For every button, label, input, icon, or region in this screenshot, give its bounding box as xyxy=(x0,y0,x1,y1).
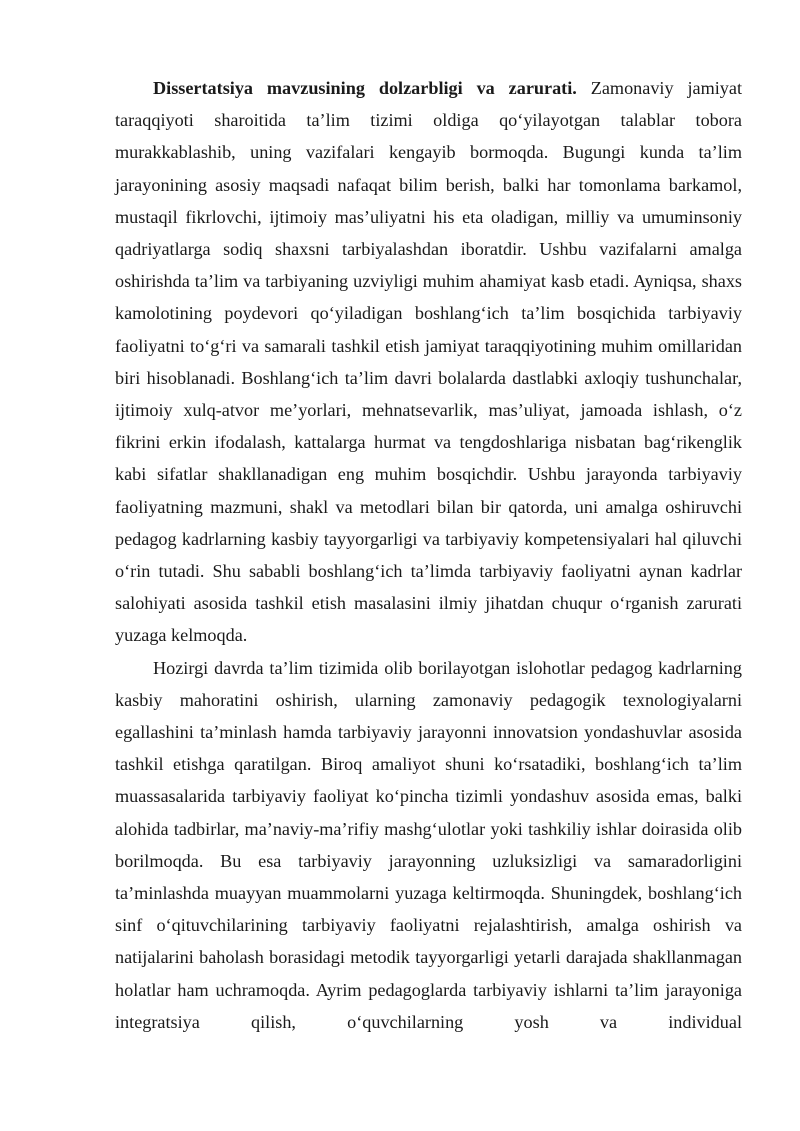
paragraph-text: Zamonaviy jamiyat taraqqiyoti sharoitida ta’lim tizimi oldiga qo‘yilayotgan talablar tobora murakkablashib, uning vazifalari kengayib bormoqda. Bugungi kunda ta’lim jarayonining asosiy maqsadi nafaqat bilim berish, balki har tomonlama barkamol, mustaqil fikrlovchi, ijtimoiy mas’uliyatni his eta oladigan, milliy va umuminsoniy qadriyatlarga sodiq shaxsni tarbiyalashdan iboratdir. Ushbu vazifalarni amalga oshirishda ta’lim va tarbiyaning uzviyligi muhim ahamiyat kasb etadi. Ayniqsa, shaxs kamolotining poydevori qo‘yiladigan boshlang‘ich ta’lim bosqichida tarbiyaviy faoliyatni to‘g‘ri va samarali tashkil etish jamiyat taraqqiyotining muhim omillaridan biri hisoblanadi. Boshlang‘ich ta’lim davri bolalarda dastlabki axloqiy tushunchalar, ijtimoiy xulq-atvor me’yorlari, mehnatsevarlik, mas’uliyat, jamoada ishlash, o‘z fikrini erkin ifodalash, kattalarga hurmat va tengdoshlariga nisbatan bag‘rikenglik kabi sifatlar shakllanadigan eng muhim bosqichdir. Ushbu jarayonda tarbiyaviy faoliyatning mazmuni, shakl va metodlari bilan bir qatorda, uni amalga oshiruvchi pedagog kadrlarning kasbiy tayyorgarligi va tarbiyaviy kompetensiyalari hal qiluvchi o‘rin tutadi. Shu sababli boshlang‘ich ta’limda tarbiyaviy faoliyatni aynan kadrlar salohiyati asosida tashkil etish masalasini ilmiy jihatdan chuqur o‘rganish zarurati yuzaga kelmoqda. xyxy=(115,78,742,646)
document-page xyxy=(115,72,742,1038)
paragraph-reforms xyxy=(115,652,742,1038)
paragraph-text: Hozirgi davrda ta’lim tizimida olib borilayotgan islohotlar pedagog kadrlarning kasbiy mahoratini oshirish, ularning zamonaviy pedagogik texnologiyalarni egallashini ta’minlash hamda tarbiyaviy jarayonni innovatsion yondashuvlar asosida tashkil etishga qaratilgan. Biroq amaliyot shuni ko‘rsatadiki, boshlang‘ich ta’lim muassasalarida tarbiyaviy faoliyat ko‘pincha tizimli yondashuv asosida emas, balki alohida tadbirlar, ma’naviy-ma’rifiy mashg‘ulotlar yoki tashkiliy ishlar doirasida olib borilmoqda. Bu esa tarbiyaviy jarayonning uzluksizligi va samaradorligini ta’minlashda muayyan muammolarni yuzaga keltirmoqda. Shuningdek, boshlang‘ich sinf o‘qituvchilarining tarbiyaviy faoliyatni rejalashtirish, amalga oshirish va natijalarini baholash borasidagi metodik tayyorgarligi yetarli darajada shakllanmagan holatlar ham uchramoqda. Ayrim pedagoglarda tarbiyaviy ishlarni ta’lim jarayoniga integratsiya qilish, o‘quvchilarning yosh va individual xyxy=(115,657,742,1032)
paragraph-relevance xyxy=(115,72,742,652)
section-heading: Dissertatsiya mavzusining dolzarbligi va zarurati. xyxy=(153,78,577,98)
